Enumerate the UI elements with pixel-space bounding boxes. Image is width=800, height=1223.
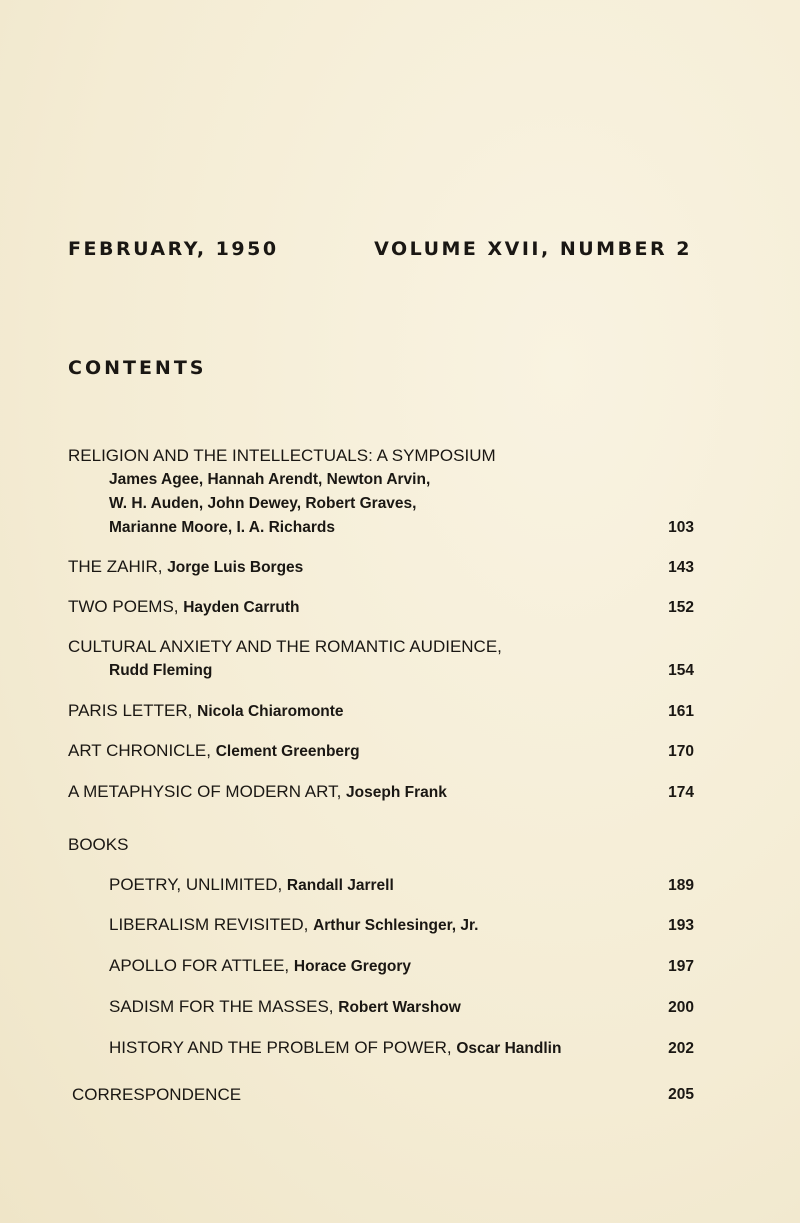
toc-entry <box>68 780 694 805</box>
entry-author: Robert Warshow <box>338 999 461 1016</box>
entry-author: Nicola Chiaromonte <box>197 703 344 720</box>
toc-entry <box>68 635 694 683</box>
toc-entry-correspondence <box>72 1083 694 1107</box>
entry-author: Hayden Carruth <box>183 599 300 616</box>
entry-title: CORRESPONDENCE <box>72 1085 242 1104</box>
book-entry <box>109 954 694 979</box>
entry-page-number: 193 <box>668 917 694 934</box>
entry-page-number: 202 <box>668 1040 694 1057</box>
entry-author-line: Marianne Moore, I. A. Richards <box>109 519 335 536</box>
entry-author: Clement Greenberg <box>215 743 360 760</box>
entry-author-line: W. H. Auden, John Dewey, Robert Graves, <box>109 495 417 512</box>
entry-title: A METAPHYSIC OF MODERN ART, <box>68 782 342 801</box>
toc-entry <box>68 699 694 724</box>
entry-page-number: 197 <box>668 958 694 975</box>
books-heading: BOOKS <box>68 835 129 854</box>
issue-volume: VOLUME XVII, NUMBER 2 <box>374 238 692 260</box>
entry-title: SADISM FOR THE MASSES, <box>109 997 334 1016</box>
entry-page-number: 161 <box>668 703 694 720</box>
entry-page-number: 200 <box>668 999 694 1016</box>
entry-title: CULTURAL ANXIETY AND THE ROMANTIC AUDIENCE, <box>68 637 502 656</box>
entry-page-number: 174 <box>668 784 694 801</box>
entry-author: Arthur Schlesinger, Jr. <box>313 917 479 934</box>
entry-page-number: 205 <box>668 1086 694 1103</box>
entry-author: Rudd Fleming <box>109 662 213 679</box>
entry-author: Joseph Frank <box>346 784 447 801</box>
entry-author: Randall Jarrell <box>286 877 394 894</box>
entry-page-number: 152 <box>668 599 694 616</box>
entry-page-number: 103 <box>668 519 694 536</box>
issue-date: FEBRUARY, 1950 <box>68 238 279 260</box>
toc-entry <box>68 739 694 764</box>
book-entry <box>109 873 694 898</box>
entry-title: HISTORY AND THE PROBLEM OF POWER, <box>109 1038 452 1057</box>
toc-entry-symposium <box>68 444 694 540</box>
entry-author-line: James Agee, Hannah Arendt, Newton Arvin, <box>109 471 431 488</box>
entry-author: Horace Gregory <box>293 958 412 975</box>
entry-title: LIBERALISM REVISITED, <box>109 915 309 934</box>
entry-author: Oscar Handlin <box>456 1040 562 1057</box>
book-entry <box>109 995 694 1020</box>
entry-title: POETRY, UNLIMITED, <box>109 875 283 894</box>
entry-title: PARIS LETTER, <box>68 701 193 720</box>
entry-page-number: 143 <box>668 559 694 576</box>
contents-title: CONTENTS <box>68 357 207 379</box>
entry-page-number: 154 <box>668 662 694 679</box>
entry-title: APOLLO FOR ATTLEE, <box>109 956 290 975</box>
book-entry <box>109 1036 694 1061</box>
entry-page-number: 170 <box>668 743 694 760</box>
entry-title: RELIGION AND THE INTELLECTUALS: A SYMPOSIUM <box>68 446 496 465</box>
entry-title: THE ZAHIR, <box>68 557 163 576</box>
toc-entry <box>68 555 694 580</box>
toc-entry <box>68 595 694 620</box>
entry-title: ART CHRONICLE, <box>68 741 211 760</box>
entry-title: TWO POEMS, <box>68 597 179 616</box>
book-entry <box>109 913 694 938</box>
entry-author: Jorge Luis Borges <box>167 559 304 576</box>
entry-page-number: 189 <box>668 877 694 894</box>
